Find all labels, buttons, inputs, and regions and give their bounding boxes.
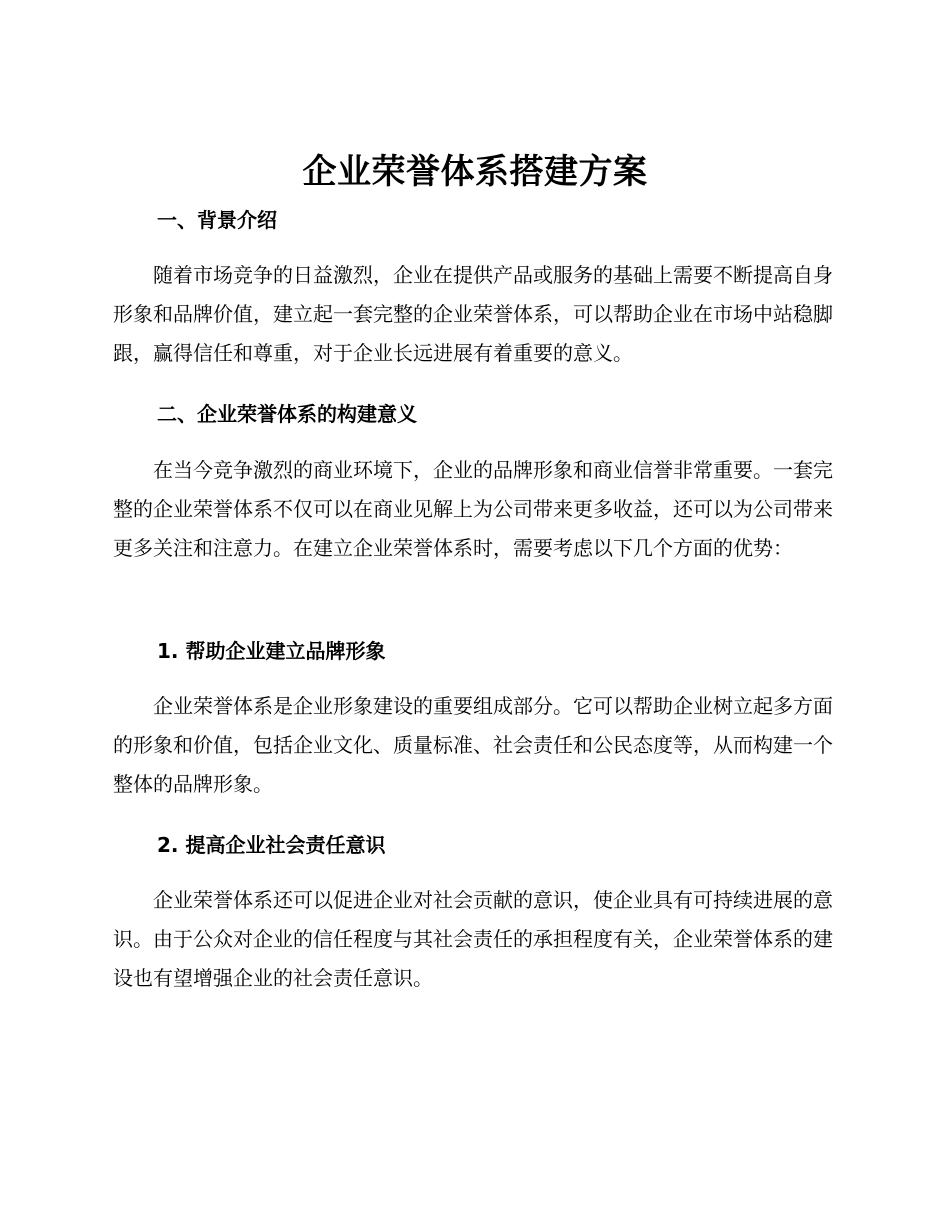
subsection-heading-brand-image: 1. 帮助企业建立品牌形象	[157, 639, 386, 663]
section-heading-significance: 二、企业荣誉体系的构建意义	[157, 402, 417, 426]
document-title: 企业荣誉体系搭建方案	[302, 152, 648, 192]
subsection-paragraph-social-responsibility: 企业荣誉体系还可以促进企业对社会贡献的意识，使企业具有可持续进展的意识。由于公众对企业的信任程度与其社会责任的承担程度有关，企业荣誉体系的建设也有望增强企业的社会责任意识。	[113, 888, 833, 990]
section-heading-background: 一、背景介绍	[157, 208, 277, 232]
subsection-paragraph-brand-image: 企业荣誉体系是企业形象建设的重要组成部分。它可以帮助企业树立起多方面的形象和价值，包括企业文化、质量标准、社会责任和公民态度等，从而构建一个整体的品牌形象。	[113, 694, 833, 796]
section-paragraph-background: 随着市场竞争的日益激烈，企业在提供产品或服务的基础上需要不断提高自身形象和品牌价值，建立起一套完整的企业荣誉体系，可以帮助企业在市场中站稳脚跟，赢得信任和尊重，对于企业长远进展有着重要的意义。	[113, 263, 833, 365]
section-paragraph-significance: 在当今竞争激烈的商业环境下，企业的品牌形象和商业信誉非常重要。一套完整的企业荣誉体系不仅可以在商业见解上为公司带来更多收益，还可以为公司带来更多关注和注意力。在建立企业荣誉体系时，需要考虑以下几个方面的优势：	[113, 458, 833, 560]
subsection-heading-social-responsibility: 2. 提高企业社会责任意识	[157, 833, 386, 857]
